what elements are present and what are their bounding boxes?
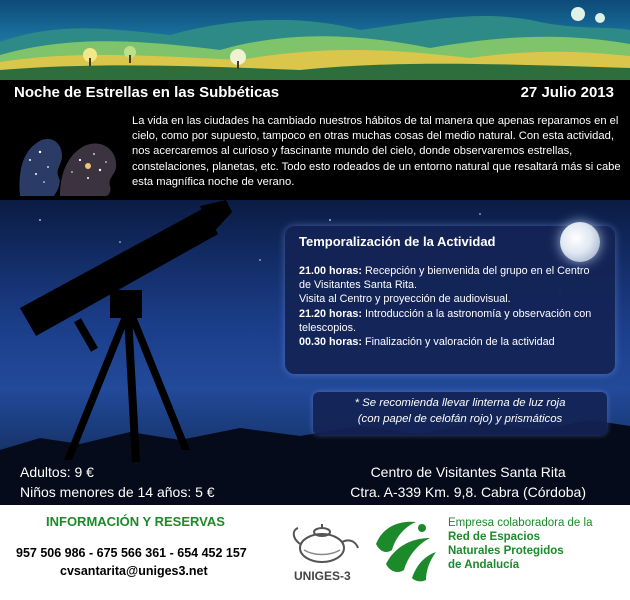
recommendation-note xyxy=(313,392,607,435)
junta-andalucia-logo-icon xyxy=(372,514,440,582)
schedule-time: 21.00 horas: xyxy=(299,265,363,277)
note-line-1: * Se recomienda llevar linterna de luz roja xyxy=(354,397,566,409)
schedule-text: Finalización y valoración de la actividad xyxy=(365,336,555,349)
collab-line-2: Red de Espacios xyxy=(448,531,541,543)
landscape-banner xyxy=(0,0,630,80)
collab-line-3: Naturales Protegidos xyxy=(448,545,564,557)
phone-numbers[interactable]: 957 506 986 - 675 566 361 - 654 452 157 xyxy=(16,546,247,560)
prices xyxy=(20,462,215,502)
uniges-logo-icon xyxy=(288,518,360,568)
event-date: 27 Julio 2013 xyxy=(520,84,614,101)
schedule-text: Recepción y bienvenida del grupo en el Centro de Visitantes Santa Rita. xyxy=(299,265,590,292)
moon-icon xyxy=(560,222,600,262)
note-line-2: (con papel de celofán rojo) y prismáticos xyxy=(357,413,563,425)
schedule-item xyxy=(299,335,604,349)
venue-address: Ctra. A-339 Km. 9,8. Cabra (Córdoba) xyxy=(350,484,586,500)
intro-text: La vida en las ciudades ha cambiado nuestros hábitos de tal manera que apenas reparamos en el cielo, como por supuesto, tampoco en otras muchas cosas del medio natural. Con esta actividad, nos acercaremos al curioso y fascinante mundo del cielo, donde observaremos estrellas, constelaciones, planetas, etc. Todo esto rodeados de un entorno natural que resaltará más si cabe esta magnífica noche de verano. xyxy=(132,115,621,188)
event-title: Noche de Estrellas en las Subbéticas xyxy=(14,84,280,101)
venue xyxy=(350,462,586,502)
schedule-item xyxy=(299,292,604,306)
uniges-label: UNIGES-3 xyxy=(294,569,351,583)
schedule-item xyxy=(299,264,604,292)
title-bar xyxy=(0,80,630,108)
schedule-time: 00.30 horas: xyxy=(299,336,363,349)
info-title: INFORMACIÓN Y RESERVAS xyxy=(46,514,225,529)
collab-line-4: de Andalucía xyxy=(448,559,520,571)
collaborator-text xyxy=(448,516,592,572)
collab-line-1: Empresa colaboradora de la xyxy=(448,517,593,529)
venue-name: Centro de Visitantes Santa Rita xyxy=(370,464,566,480)
price-children: Niños menores de 14 años: 5 € xyxy=(20,484,215,500)
schedule-item xyxy=(299,307,604,335)
schedule-title: Temporalización de la Actividad xyxy=(299,234,496,249)
schedule-text: Introducción a la astronomía y observación con telescopios. xyxy=(299,307,592,334)
email-link[interactable]: cvsantarita@uniges3.net xyxy=(60,564,208,578)
schedule-text: Visita al Centro y proyección de audiovisual. xyxy=(299,293,511,306)
stargazer-silhouettes-image xyxy=(10,112,128,196)
schedule-time: 21.20 horas: xyxy=(299,307,363,320)
price-adults: Adultos: 9 € xyxy=(20,464,94,480)
schedule-list xyxy=(299,264,604,349)
